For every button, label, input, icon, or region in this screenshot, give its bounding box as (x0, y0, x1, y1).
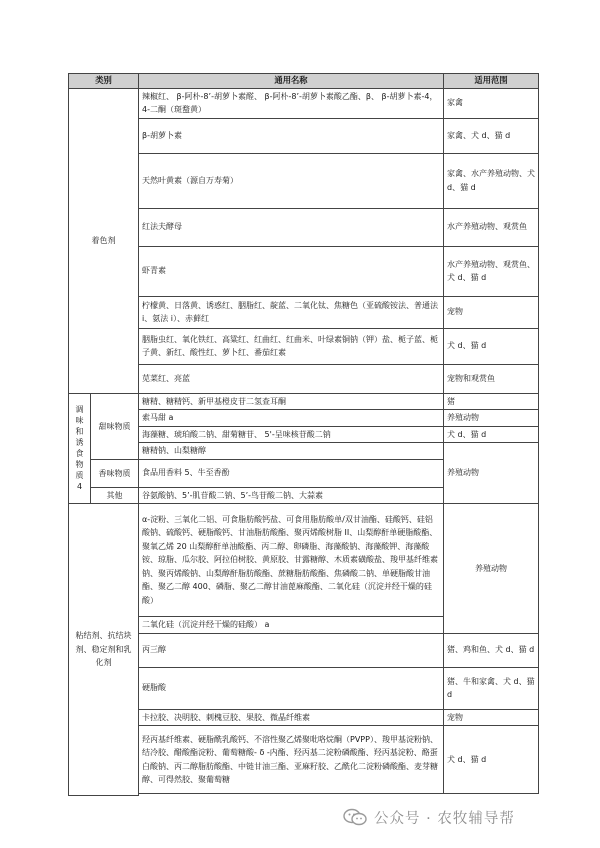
table-row (69, 153, 539, 208)
cell-name: 辣椒红、 β-阿朴-8’-胡萝卜素醛、 β-阿朴-8’-胡萝卜素酸乙酯、β、 β-胡萝卜素-4，4-二酮（斑蝥黄） (139, 88, 444, 118)
watermark-text: 公众号 · 农牧辅导帮 (374, 810, 515, 827)
cell-name: 苋菜红、亮蓝 (139, 364, 444, 393)
cell-scope: 水产养殖动物、观赏鱼 (444, 208, 539, 246)
header-name: 通用名称 (139, 74, 444, 89)
cell-scope: 宠物和观赏鱼 (444, 364, 539, 393)
cell-scope: 猪 (444, 393, 539, 410)
cell-name: 天然叶黄素（源自万寿菊） (139, 153, 444, 208)
table-row (69, 426, 539, 443)
category-binder: 粘结剂、抗结块剂、稳定剂和乳化剂 (69, 504, 139, 796)
cell-scope: 犬 d、猫 d (444, 328, 539, 364)
table-row (69, 443, 539, 460)
table-row (69, 794, 539, 796)
cell-scope: 宠物 (444, 296, 539, 328)
cell-scope: 猪、鸡和鱼、犬 d、猫 d (444, 633, 539, 667)
table-row (69, 208, 539, 246)
category-colorant: 着色剂 (69, 88, 139, 393)
cell-scope: 养殖动物 (444, 410, 539, 427)
cell-name: 虾青素 (139, 246, 444, 296)
cell-name: 丙三醇 (139, 633, 444, 667)
table-header-row (69, 74, 539, 89)
cell-name: 二氧化硅（沉淀并经干燥的硅酸） a (139, 617, 444, 634)
watermark (342, 806, 515, 828)
wechat-icon (342, 808, 368, 826)
table-row (69, 88, 539, 118)
subcategory-aroma: 香味物质 (91, 459, 139, 487)
cell-name: 红法夫酵母 (139, 208, 444, 246)
cell-name: β-胡萝卜素 (139, 118, 444, 153)
table-row (69, 667, 539, 709)
subcategory-other: 其他 (91, 487, 139, 504)
cell-name: 硬脂酸 (139, 667, 444, 709)
cell-name: 糖精、糖精钙、新甲基橙皮苷二氢查耳酮 (139, 393, 444, 410)
header-scope: 适用范围 (444, 74, 539, 89)
table-row (69, 393, 539, 410)
table-row (69, 410, 539, 427)
table-row (69, 364, 539, 393)
table-row (69, 118, 539, 153)
additive-table (68, 73, 539, 796)
cell-name: α-淀粉、三氧化二铝、可食脂肪酸钙盐、可食用脂肪酸单/双甘油酯、硅酸钙、硅铝酸钠、硫酸钙、硬脂酸钙、甘油脂肪酸酯、聚丙烯酸树脂 II、山梨醇酐单硬脂酸酯、聚氧乙烯 20 山梨醇酐单油酸酯、丙二醇、卵磷脂、海藻酸钠、海藻酸钾、海藻酸铵、琼脂、瓜尔胶、阿拉伯树胶、黄原胶、甘露糖醇、木质素磺酸盐、羧甲基纤维素钠、聚丙烯酸钠、山梨醇酐脂肪酸酯、蔗糖脂肪酸酯、焦磷酸二钠、单硬脂酸甘油酯、聚乙二醇 400、磷脂、聚乙二醇甘油蓖麻酸酯、二氧化硅（沉淀并经干燥的硅酸） (139, 504, 444, 617)
header-category: 类别 (69, 74, 139, 89)
table-row (69, 246, 539, 296)
category-flavor: 调味和诱食物质 4 (69, 393, 91, 504)
subcategory-sweet: 甜味物质 (91, 393, 139, 459)
cell-scope: 家禽 (444, 88, 539, 118)
cell-name: 谷氨酸钠、5’-肌苷酸二钠、5’-鸟苷酸二钠、大蒜素 (139, 487, 444, 504)
cell-scope: 水产养殖动物、观赏鱼、犬 d、猫 d (444, 246, 539, 296)
cell-scope: 家禽、水产养殖动物、犬 d、猫 d (444, 153, 539, 208)
table-row (69, 726, 539, 794)
cell-name: 胭脂虫红、氧化铁红、高粱红、红曲红、红曲米、叶绿素铜钠（钾）盐、栀子蓝、栀子黄、新红、酸性红、萝卜红、番茄红素 (139, 328, 444, 364)
cell-scope: 猪、牛和家禽、犬 d、猫 d (444, 667, 539, 709)
cell-name: 柠檬黄、日落黄、诱惑红、胭脂红、靛蓝、二氧化钛、焦糖色（亚硫酸铵法、普通法 i、氨法 i）、赤藓红 (139, 296, 444, 328)
cell-scope: 家禽、犬 d、猫 d (444, 118, 539, 153)
table-row (69, 328, 539, 364)
cell-scope: 养殖动物 (444, 504, 539, 634)
cell-name: 海藻糖、琥珀酸二钠、甜菊糖苷、 5'-呈味核苷酸二钠 (139, 426, 444, 443)
table-row (69, 633, 539, 667)
table-row (69, 296, 539, 328)
cell-name: 糖精钠、山梨糖醇 (139, 443, 444, 460)
table-row (69, 504, 539, 617)
cell-name: 卡拉胶、决明胶、刺槐豆胶、果胶、微晶纤维素 (139, 709, 444, 726)
cell-scope-shared: 养殖动物 (444, 443, 539, 504)
cell-scope: 犬 d、猫 d (444, 726, 539, 794)
cell-name: 食品用香料 5、牛至香酚 (139, 459, 444, 487)
cell-name: 索马甜 a (139, 410, 444, 427)
cell-scope: 宠物 (444, 709, 539, 726)
table-row (69, 709, 539, 726)
cell-scope: 犬 d、猫 d (444, 426, 539, 443)
cell-name: 羟丙基纤维素、硬脂酰乳酸钙、不溶性聚乙烯聚吡咯烷酮（PVPP）、羧甲基淀粉钠、结冷胶、醋酸酯淀粉、葡萄糖酸- δ -内酯、羟丙基二淀粉磷酸酯、羟丙基淀粉、酪蛋白酸钠、丙二醇脂肪酸酯、中链甘油三酯、亚麻籽胶、乙酰化二淀粉磷酸酯、麦芽糖醇、可得然胶、聚葡萄糖 (139, 726, 444, 794)
